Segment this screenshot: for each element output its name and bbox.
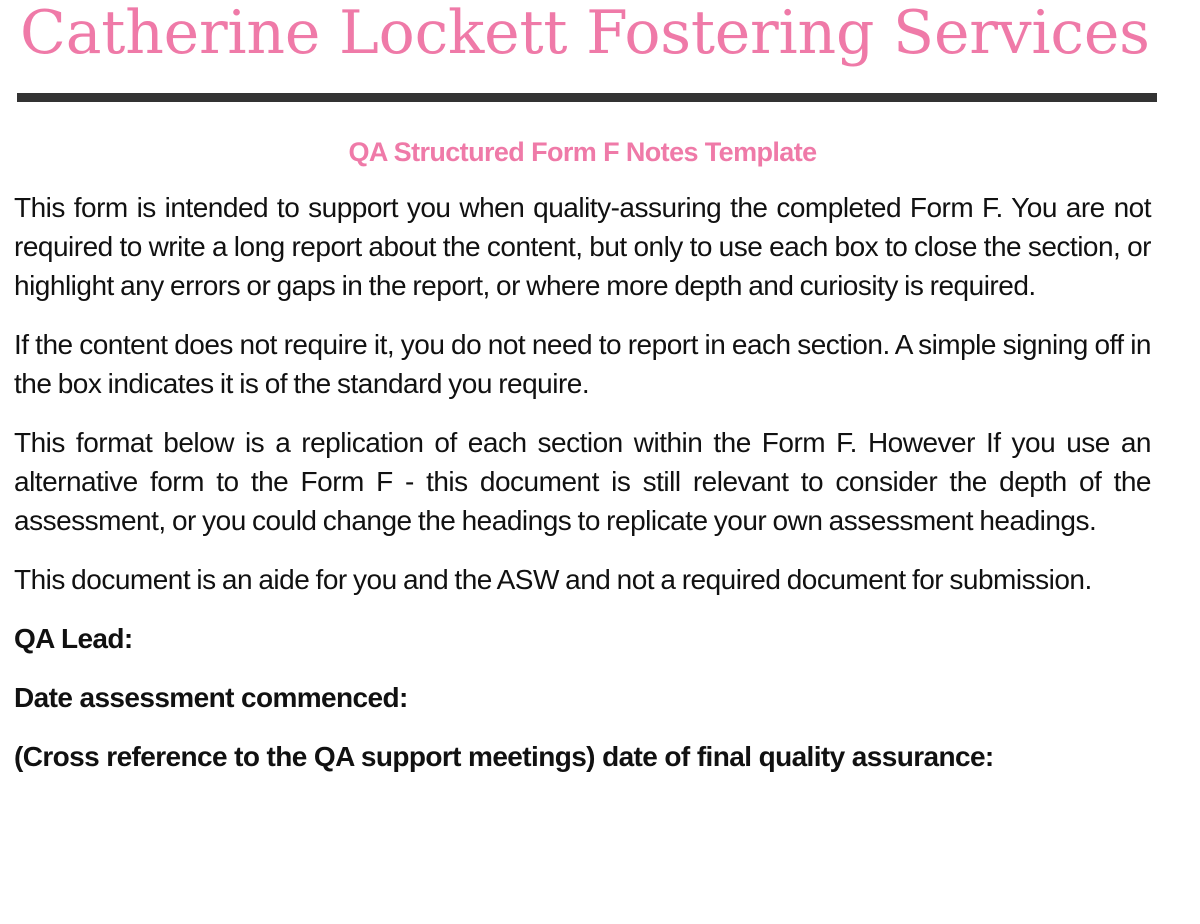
format-paragraph: This format below is a replication of each section within the Form F. However If you use an alternative form to the Form F - this document is still relevant to consider the depth of the assessment, or you could change the headings to replicate your own assessment headings. (14, 427, 1151, 536)
date-commenced-label: Date assessment commenced: (14, 682, 408, 713)
final-qa-date-label: (Cross reference to the QA support meetings) date of final quality assurance: (14, 741, 994, 772)
intro-paragraph: This form is intended to support you when quality-assuring the completed Form F. You are not required to write a long report about the content, but only to use each box to close the section, or highlight any errors or gaps in the report, or where more depth and curiosity is required. (14, 192, 1151, 301)
aide-paragraph: This document is an aide for you and the ASW and not a required document for submission. (14, 564, 1092, 595)
header-divider (17, 93, 1157, 102)
organisation-title: Catherine Lockett Fostering Services (20, 0, 1150, 68)
qa-lead-label: QA Lead: (14, 623, 133, 654)
document-body (14, 131, 1151, 796)
sign-off-paragraph: If the content does not require it, you do not need to report in each section. A simple signing off in the box indicates it is of the standard you require. (14, 329, 1151, 399)
document-subtitle: QA Structured Form F Notes Template (348, 137, 817, 167)
